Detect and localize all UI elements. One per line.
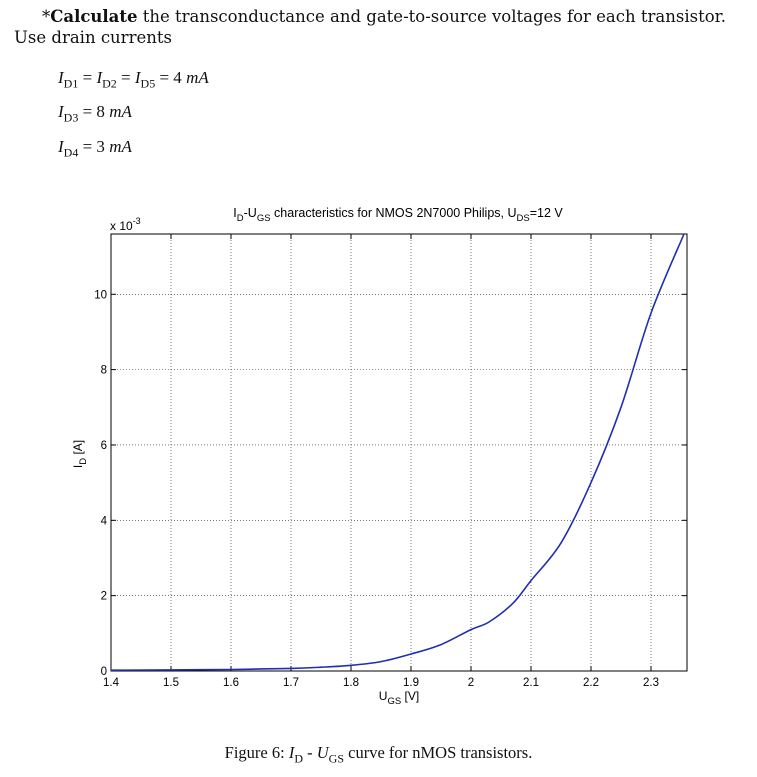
y-tick-label: 8	[100, 364, 107, 377]
series-line-id-curve	[111, 234, 684, 670]
x-tick-label: 2.2	[583, 677, 599, 689]
x-tick-label: 1.6	[223, 677, 239, 689]
x-tick-label: 1.7	[283, 677, 299, 689]
y-axis-multiplier: x $10^{-3}$	[110, 216, 141, 233]
equation-id4: $I_{D4} = 3$ mA	[58, 137, 132, 160]
x-tick-label: 2.3	[643, 677, 659, 689]
x-tick-label: 2	[467, 677, 475, 689]
question-bold-word: Calculate	[50, 7, 138, 26]
y-axis-label: $I_D$ [A]	[71, 439, 89, 469]
y-tick-label: 6	[100, 439, 107, 452]
grid-lines	[111, 234, 687, 671]
y-tick-label: 0	[100, 666, 107, 678]
question-line1: the transconductance and gate-to-source voltages for each transistor.	[137, 7, 726, 26]
x-axis-label: $U_{GS}$ [V]	[378, 689, 420, 707]
y-tick-label: 4	[100, 515, 107, 528]
chart-title: $I_D-U_{GS}$ characteristics for NMOS 2N7000 Philips, $U_{DS}=12$ V	[233, 206, 563, 224]
y-tick-label: 2	[100, 590, 107, 603]
axis-ticks	[111, 234, 687, 671]
figure-caption: Figure 6: $I_D - U_{GS}$ curve for nMOS transistors.	[224, 743, 533, 766]
x-tick-label: 2.1	[523, 677, 539, 689]
question-line2: Use drain currents	[14, 28, 172, 47]
plot-frame	[111, 234, 687, 671]
x-tick-label: 1.5	[163, 677, 179, 689]
equation-id3: $I_{D3} = 8$ mA	[58, 102, 132, 125]
x-tick-label: 1.9	[403, 677, 419, 689]
question-star: *	[42, 7, 51, 26]
x-tick-label: 1.4	[103, 677, 119, 689]
equation-id1-id2-id5: $I_{D1} = I_{D2} = I_{D5} = 4$ mA	[58, 68, 209, 91]
y-tick-label: 10	[94, 289, 107, 302]
x-tick-label: 1.8	[343, 677, 359, 689]
